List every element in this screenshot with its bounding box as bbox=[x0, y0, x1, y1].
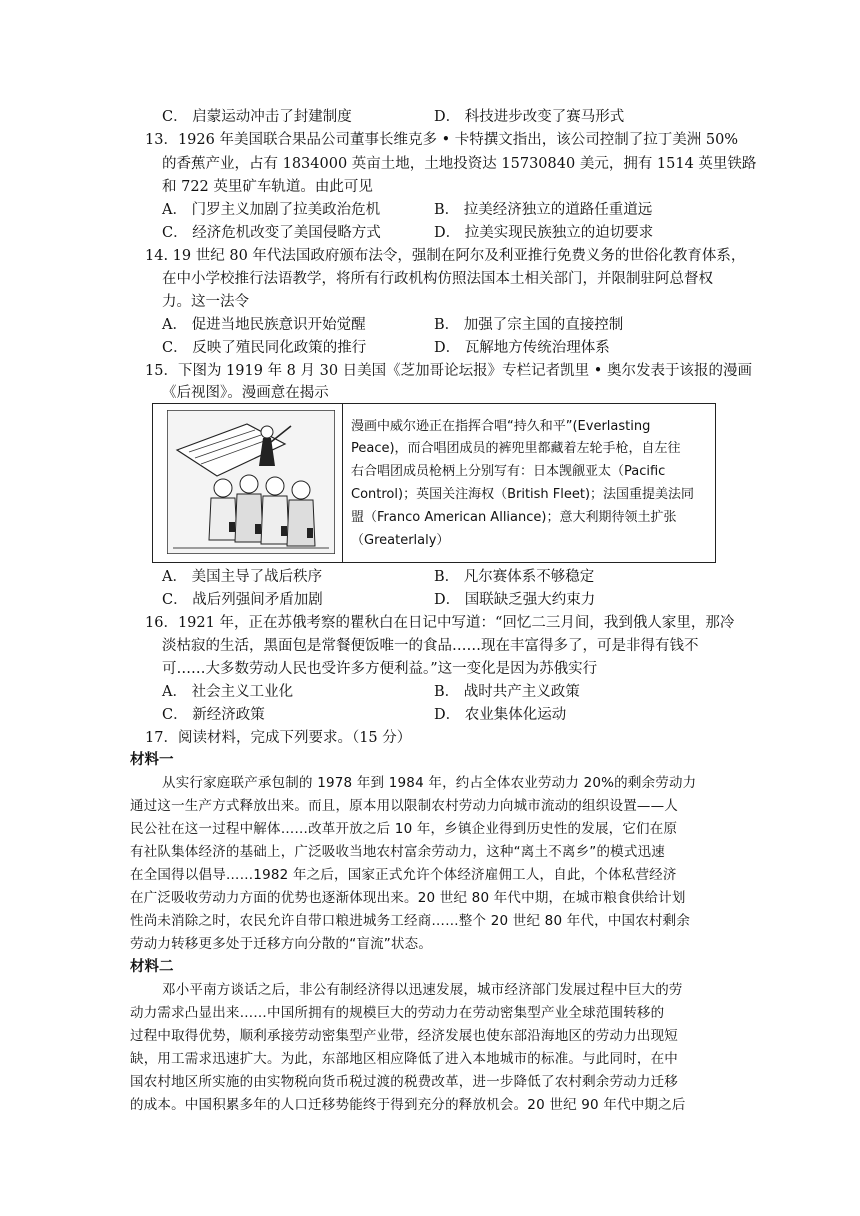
q13-stem-line-3: 和 722 英里矿车轨道。由此可见 bbox=[162, 179, 373, 195]
q15-option-c: C． 战后列强间矛盾加剧 bbox=[162, 592, 323, 608]
q16-option-c: C． 新经济政策 bbox=[162, 707, 265, 723]
q13-option-b: B． 拉美经济独立的道路任重道远 bbox=[434, 202, 653, 218]
q16-stem-line-3: 可……大多数劳动人民也受许多方便利益。”这一变化是因为苏俄实行 bbox=[162, 661, 598, 677]
cartoon-caption-line: Peace)，而合唱团成员的裤兜里都藏着左轮手枪，自左往 bbox=[351, 441, 681, 456]
material-1-title: 材料一 bbox=[130, 752, 174, 768]
material-1-line: 民公社在这一过程中解体……改革开放之后 10 年，乡镇企业得到历史性的发展，它们在原 bbox=[130, 821, 678, 837]
q14-option-a: A． 促进当地民族意识开始觉醒 bbox=[162, 317, 366, 333]
q14-option-b: B． 加强了宗主国的直接控制 bbox=[434, 317, 624, 333]
q14-stem-line-1: 14. 19 世纪 80 年代法国政府颁布法令，强制在阿尔及利亚推行免费义务的世俗化教育体系， bbox=[145, 248, 746, 264]
material-2-line: 国农村地区所实施的由实物税向货币税过渡的税费改革，进一步降低了农村剩余劳动力迁移 bbox=[130, 1074, 678, 1090]
cartoon-caption-line: 右合唱团成员枪柄上分别写有：日本觊觎亚太（Pacific bbox=[351, 464, 666, 479]
material-1-line: 有社队集体经济的基础上，广泛吸收当地农村富余劳动力，这种“离土不离乡”的模式迅速 bbox=[130, 844, 665, 860]
q16-stem-line-1: 16．1921 年，正在苏俄考察的瞿秋白在日记中写道：“回忆二三月间，我到俄人家里，那冷 bbox=[145, 615, 735, 631]
q12-option-d: D． 科技进步改变了赛马形式 bbox=[434, 109, 625, 125]
q13-option-d: D． 拉美实现民族独立的迫切要求 bbox=[434, 225, 654, 241]
q14-stem-line-2: 在中小学校推行法语教学，将所有行政机构仿照法国本土相关部门，并限制驻阿总督权 bbox=[162, 271, 713, 287]
cartoon-divider bbox=[342, 404, 343, 562]
q12-option-c: C． 启蒙运动冲击了封建制度 bbox=[162, 109, 352, 125]
q14-option-c: C． 反映了殖民同化政策的推行 bbox=[162, 340, 367, 356]
cartoon-illustration bbox=[167, 410, 335, 554]
material-2-line: 的成本。中国积累多年的人口迁移势能终于得到充分的释放机会。20 世纪 90 年代中期之后 bbox=[130, 1097, 686, 1113]
q13-option-c: C． 经济危机改变了美国侵略方式 bbox=[162, 225, 381, 241]
q15-option-d: D． 国联缺乏强大约束力 bbox=[434, 592, 596, 608]
material-1-line: 在全国得以倡导……1982 年之后，国家正式允许个体经济雇佣工人，自此，个体私营经济 bbox=[130, 867, 677, 883]
q13-stem-line-1: 13．1926 年美国联合果品公司董事长维克多 • 卡特撰文指出，该公司控制了拉丁美洲 50% bbox=[145, 132, 739, 148]
q14-stem-line-3: 力。这一法令 bbox=[162, 294, 249, 310]
q15-stem-line-2: 《后视图》。漫画意在揭示 bbox=[162, 385, 329, 401]
q13-stem-line-2: 的香蕉产业，占有 1834000 英亩土地，土地投资达 15730840 美元，拥有 1514 英里铁路 bbox=[162, 156, 757, 172]
material-2-line: 邓小平南方谈话之后，非公有制经济得以迅速发展，城市经济部门发展过程中巨大的劳 bbox=[162, 982, 683, 998]
cartoon-caption-line: （Greaterlaly） bbox=[351, 533, 450, 548]
cartoon-caption-line: Control)；英国关注海权（British Fleet)；法国重提美法同 bbox=[351, 487, 695, 502]
material-2-line: 缺，用工需求迅速扩大。为此，东部地区相应降低了进入本地城市的标准。与此同时，在中 bbox=[130, 1051, 678, 1067]
q16-stem-line-2: 淡枯寂的生活，黑面包是常餐便饭唯一的食品……现在丰富得多了，可是非得有钱不 bbox=[162, 638, 699, 654]
cartoon-figure bbox=[152, 403, 716, 563]
q16-option-b: B． 战时共产主义政策 bbox=[434, 684, 580, 700]
q17-stem: 17．阅读材料，完成下列要求。（15 分） bbox=[145, 730, 412, 746]
material-2-title: 材料二 bbox=[130, 959, 174, 975]
material-1-line: 通过这一生产方式释放出来。而且，原本用以限制农村劳动力向城市流动的组织设置——人 bbox=[130, 798, 678, 814]
q14-option-d: D． 瓦解地方传统治理体系 bbox=[434, 340, 610, 356]
material-1-line: 劳动力转移更多处于迁移方向分散的“盲流”状态。 bbox=[130, 936, 433, 952]
q13-option-a: A． 门罗主义加剧了拉美政治危机 bbox=[162, 202, 381, 218]
material-2-line: 过程中取得优势，顺利承接劳动密集型产业带，经济发展也使东部沿海地区的劳动力出现短 bbox=[130, 1028, 678, 1044]
cartoon-caption-line: 漫画中威尔逊正在指挥合唱“持久和平”(Everlasting bbox=[351, 419, 651, 434]
material-1-line: 性尚未消除之时，农民允许自带口粮进城务工经商……整个 20 世纪 80 年代，中国农村剩余 bbox=[130, 913, 691, 929]
material-1-line: 从实行家庭联产承包制的 1978 年到 1984 年，约占全体农业劳动力 20%的剩余劳动力 bbox=[162, 775, 697, 791]
cartoon-caption-line: 盟（Franco American Alliance)；意大利期待领土扩张 bbox=[351, 510, 677, 525]
material-1-line: 在广泛吸收劳动力方面的优势也逐渐体现出来。20 世纪 80 年代中期，在城市粮食供给计划 bbox=[130, 890, 686, 906]
material-2-line: 动力需求凸显出来……中国所拥有的规模巨大的劳动力在劳动密集型产业全球范围转移的 bbox=[130, 1005, 665, 1021]
q16-option-a: A． 社会主义工业化 bbox=[162, 684, 294, 700]
q16-option-d: D． 农业集体化运动 bbox=[434, 707, 567, 723]
q15-option-a: A． 美国主导了战后秩序 bbox=[162, 569, 323, 585]
q15-stem-line-1: 15．下图为 1919 年 8 月 30 日美国《芝加哥论坛报》专栏记者凯里 • 奥尔发表于该报的漫画 bbox=[145, 363, 752, 379]
q15-option-b: B． 凡尔赛体系不够稳定 bbox=[434, 569, 595, 585]
